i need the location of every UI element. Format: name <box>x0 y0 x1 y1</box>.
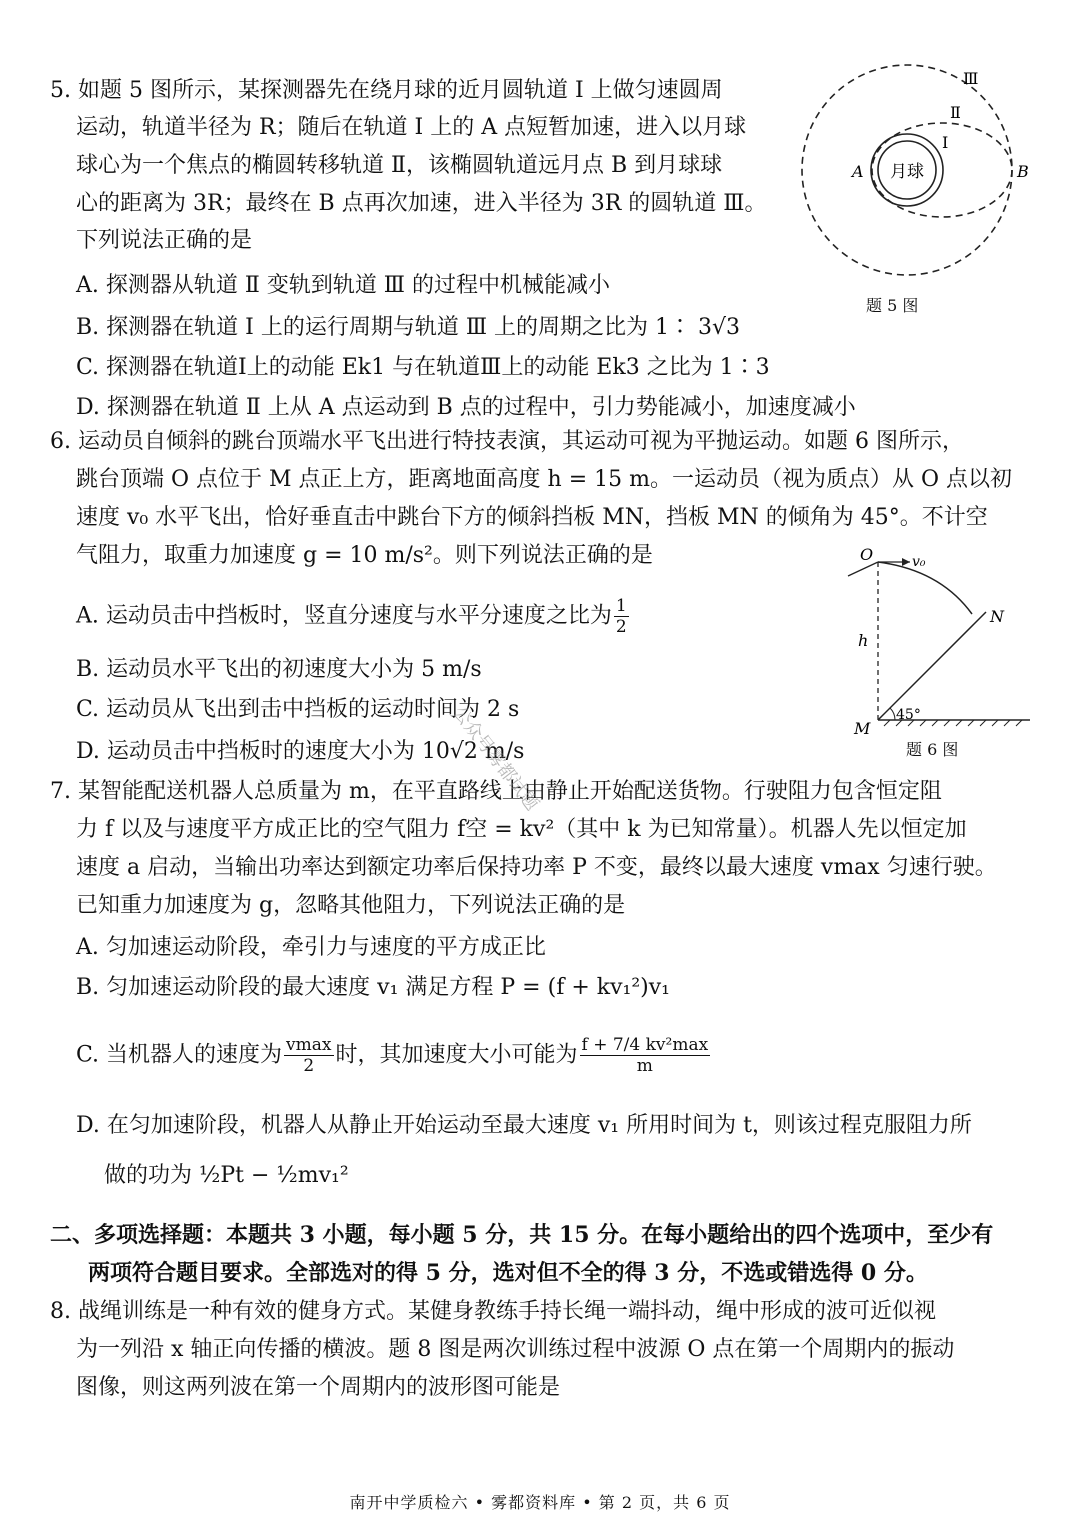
q5-line-1: 5. 如题 5 图所示，某探测器先在绕月球的近月圆轨道 Ⅰ 上做匀速圆周 <box>50 78 723 103</box>
q6-line-1: 6. 运动员自倾斜的跳台顶端水平飞出进行特技表演，其运动可视为平抛运动。如题 6 图所示， <box>50 429 964 454</box>
q7-line-4: 已知重力加速度为 g，忽略其他阻力，下列说法正确的是 <box>76 893 626 918</box>
point-a-label: A <box>852 162 864 181</box>
watermark: 公众号雾都试题 <box>448 702 543 815</box>
q7-option-c-mid: 时，其加速度大小可能为 <box>335 1042 578 1068</box>
q7-option-b: B. 匀加速运动阶段的最大速度 v₁ 满足方程 P = (f + kv₁²)v₁ <box>76 975 670 1000</box>
q8-line-3: 图像，则这两列波在第一个周期内的波形图可能是 <box>76 1375 561 1400</box>
q7-acceleration-fraction <box>580 1035 711 1076</box>
q6-option-c: C. 运动员从飞出到击中挡板的运动时间为 2 s <box>76 697 520 722</box>
q7-line-1: 7. 某智能配送机器人总质量为 m，在平直路线上由静止开始配送货物。行驶阻力包含恒定阻 <box>50 779 942 804</box>
q6-fraction-denominator: 2 <box>615 617 627 637</box>
orbit-figure <box>790 62 1050 322</box>
q7-option-a: A. 匀加速运动阶段，牵引力与速度的平方成正比 <box>76 935 546 960</box>
q6-line-3: 速度 v₀ 水平飞出，恰好垂直击中跳台下方的倾斜挡板 MN，挡板 MN 的倾角为 45°。不计空 <box>76 505 988 530</box>
v0-label: v₀ <box>912 554 926 570</box>
q7-acceleration-denominator: m <box>636 1056 653 1076</box>
q7-velocity-denominator: 2 <box>303 1056 315 1076</box>
q6-line-4: 气阻力，取重力加速度 g = 10 m/s²。则下列说法正确的是 <box>76 543 653 568</box>
q7-option-c-text: C. 当机器人的速度为 <box>76 1042 283 1068</box>
moon-label: 月球 <box>890 162 924 182</box>
q7-line-2: 力 f 以及与速度平方成正比的空气阻力 f空 = kv²（其中 k 为已知常量）。机器人先以恒定加 <box>76 817 967 842</box>
q6-fraction-numerator: 1 <box>615 596 627 616</box>
q6-option-a-fraction <box>614 596 629 637</box>
point-o-label: O <box>860 545 874 564</box>
orbit-3-label: Ⅲ <box>963 69 979 88</box>
figure-5-caption: 题 5 图 <box>866 296 919 315</box>
q6-option-a-text: A. 运动员击中挡板时，竖直分速度与水平分速度之比为 <box>76 603 612 629</box>
q5-line-4: 心的距离为 3R；最终在 B 点再次加速，进入半径为 3R 的圆轨道 Ⅲ。 <box>76 191 767 216</box>
q5-line-5: 下列说法正确的是 <box>76 228 253 253</box>
page-footer: 南开中学质检六 • 雾都资料库 • 第 2 页，共 6 页 <box>349 1493 731 1512</box>
ski-jump-figure <box>840 540 1040 740</box>
point-b-label: B <box>1017 162 1029 181</box>
section-2-line-1: 二、多项选择题：本题共 3 小题，每小题 5 分，共 15 分。在每小题给出的四个选项中，至少有 <box>50 1222 994 1248</box>
height-label: h <box>858 631 869 650</box>
q5-option-d: D. 探测器在轨道 Ⅱ 上从 A 点运动到 B 点的过程中，引力势能减小，加速度减小 <box>76 395 856 420</box>
q7-option-d-line-2: 做的功为 ½Pt − ½mv₁² <box>104 1163 349 1188</box>
q7-line-3: 速度 a 启动，当输出功率达到额定功率后保持功率 P 不变，最终以最大速度 vmax 匀速行驶。 <box>76 855 997 880</box>
q7-acceleration-numerator: f + 7/4 kv²max <box>581 1035 709 1055</box>
q6-option-b: B. 运动员水平飞出的初速度大小为 5 m/s <box>76 657 482 682</box>
q7-option-d-line-1: D. 在匀加速阶段，机器人从静止开始运动至最大速度 v₁ 所用时间为 t，则该过程克服阻力所 <box>76 1113 972 1138</box>
angle-arc <box>890 708 895 720</box>
q5-option-c: C. 探测器在轨道Ⅰ上的动能 Ek1 与在轨道Ⅲ上的动能 Ek3 之比为 1∶3 <box>76 355 770 380</box>
point-n-label: N <box>990 607 1004 626</box>
point-m-label: M <box>854 719 871 738</box>
figure-6-caption: 题 6 图 <box>906 740 959 759</box>
q5-line-2: 运动，轨道半径为 R；随后在轨道 Ⅰ 上的 A 点短暂加速，进入以月球 <box>76 115 747 140</box>
q7-option-c <box>76 1035 712 1076</box>
q6-option-a <box>76 596 631 637</box>
q8-line-1: 8. 战绳训练是一种有效的健身方式。某健身教练手持长绳一端抖动，绳中形成的波可近似视 <box>50 1299 936 1324</box>
section-2-line-2: 两项符合题目要求。全部选对的得 5 分，选对但不全的得 3 分，不选或错选得 0 分。 <box>88 1260 928 1286</box>
orbit-1-label: Ⅰ <box>942 133 949 152</box>
angle-label: 45° <box>896 707 921 723</box>
q5-option-a: A. 探测器从轨道 Ⅱ 变轨到轨道 Ⅲ 的过程中机械能减小 <box>76 273 611 298</box>
v0-arrowhead <box>902 558 910 566</box>
q7-velocity-fraction <box>284 1035 333 1076</box>
incline-mn <box>878 612 986 720</box>
q6-line-2: 跳台顶端 O 点位于 M 点正上方，距离地面高度 h = 15 m。一运动员（视为质点）从 O 点以初 <box>76 467 1012 492</box>
q5-option-b: B. 探测器在轨道 Ⅰ 上的运行周期与轨道 Ⅲ 上的周期之比为 1∶ 3√3 <box>76 315 741 340</box>
jump-ramp <box>848 562 878 576</box>
q6-option-d: D. 运动员击中挡板时的速度大小为 10√2 m/s <box>76 739 525 764</box>
q8-line-2: 为一列沿 x 轴正向传播的横波。题 8 图是两次训练过程中波源 O 点在第一个周期内的振动 <box>76 1337 955 1362</box>
q7-velocity-numerator: vmax <box>286 1035 332 1055</box>
orbit-2-label: Ⅱ <box>950 103 961 122</box>
q5-line-3: 球心为一个焦点的椭圆转移轨道 Ⅱ，该椭圆轨道远月点 B 到月球球 <box>76 153 723 178</box>
